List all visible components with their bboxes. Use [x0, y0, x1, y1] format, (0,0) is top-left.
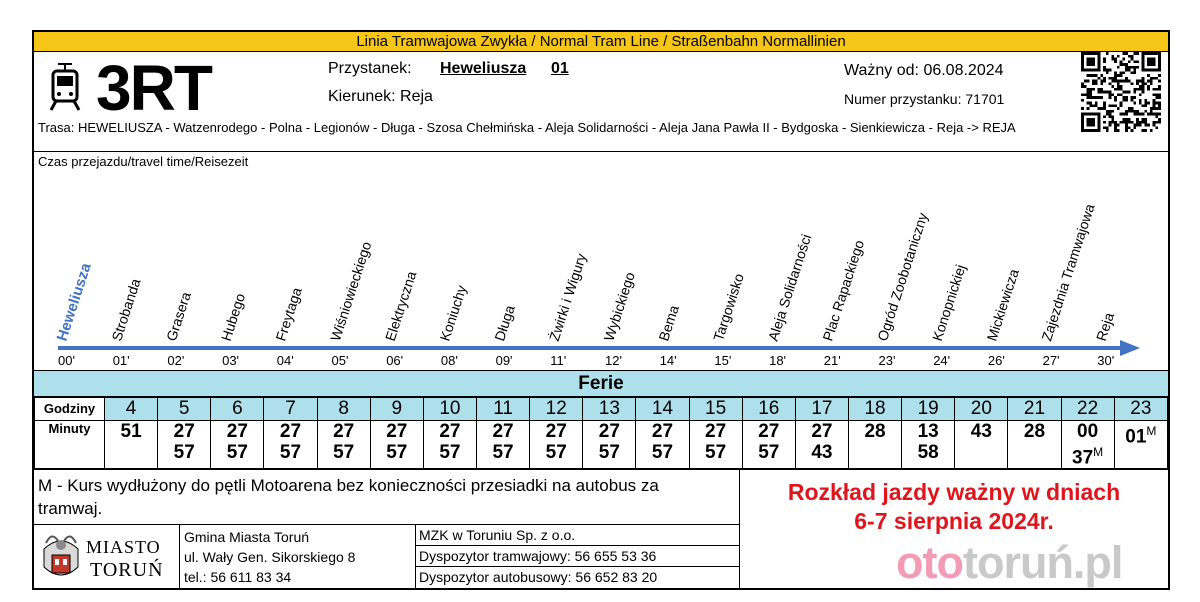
departure-minute: 57	[651, 442, 674, 463]
travel-time-label: 02'	[167, 353, 185, 368]
departure-minute: 57	[439, 442, 461, 463]
departure-minute: 43	[970, 421, 992, 442]
departure-minute: 27	[545, 421, 567, 442]
direction: Kierunek: Reja	[328, 88, 433, 105]
departure-minute: 57	[173, 442, 195, 463]
departure-minute: 27	[226, 421, 248, 442]
departure-minute: 57	[279, 442, 302, 463]
hour-cell: 19	[902, 398, 955, 421]
travel-time-label: 01'	[112, 353, 130, 368]
tram-icon	[48, 62, 82, 112]
travel-time-label: 03'	[222, 353, 240, 368]
stop-name-label: Ogród Zoobotaniczny	[874, 210, 931, 343]
departure-minute: 57	[598, 442, 620, 463]
minutes-cell	[530, 421, 583, 469]
departure-minute: 57	[226, 442, 248, 463]
departure-minute: 57	[758, 442, 780, 463]
departure-minute: $01^M$	[1125, 424, 1157, 448]
minutes-cell	[105, 421, 158, 469]
stop-name-label: Wiśniowieckiego	[327, 239, 375, 343]
departure-minute: 43	[811, 442, 833, 463]
stop-name-label: Konopnickiej	[928, 262, 969, 343]
hour-cell: 14	[636, 398, 689, 421]
hour-cell: 10	[423, 398, 476, 421]
validity-notice	[740, 478, 1168, 536]
hour-cell: 6	[211, 398, 264, 421]
stop-name-label: Freytaga	[272, 285, 305, 343]
watermark-part2: toruń.pl	[962, 537, 1123, 588]
minutes-cell	[211, 421, 264, 469]
stop-name-label: Strobanda	[108, 276, 144, 343]
bus-dispatcher-phone: Dyspozytor autobusowy: 56 652 83 20	[419, 569, 658, 585]
minutes-cell	[476, 421, 529, 469]
minutes-cell	[158, 421, 211, 469]
valid-from: Ważny od: 06.08.2024	[844, 62, 1004, 79]
departure-minute: 57	[492, 442, 514, 463]
minutes-cell	[689, 421, 742, 469]
minutes-cell	[795, 421, 848, 469]
travel-time-label: 24'	[933, 353, 951, 368]
departure-minute: 27	[386, 421, 408, 442]
stop-name-label: Heweliusza	[53, 261, 95, 344]
municipality-address: ul. Wały Gen. Sikorskiego 8	[184, 549, 356, 565]
departure-minute: 57	[333, 442, 355, 463]
travel-time-label: 23'	[878, 353, 896, 368]
minutes-cell	[955, 421, 1008, 469]
municipality-contact	[180, 524, 416, 589]
minutes-cell	[317, 421, 370, 469]
logo-text-line1: MIASTO	[86, 537, 161, 557]
travel-time-label: 00'	[58, 353, 75, 368]
departure-minute: $37^M$	[1072, 445, 1104, 469]
course-note: M - Kurs wydłużony do pętli Motoarena bez konieczności przesiadki na autobus za tramwaj.	[38, 476, 659, 518]
hour-cell: 23	[1114, 398, 1167, 421]
travel-time-label: 21'	[823, 353, 841, 368]
stop-name-label: Aleja Solidarności	[764, 232, 815, 343]
departure-minute: 27	[758, 421, 780, 442]
logo-text-line2: TORUŃ	[90, 559, 164, 581]
line-number: 3RT	[96, 52, 211, 124]
departure-minute: 00	[1077, 421, 1099, 442]
departure-minute: 28	[1023, 421, 1046, 442]
travel-time-label: 27'	[1042, 353, 1060, 368]
tram-dispatcher-phone: Dyspozytor tramwajowy: 56 655 53 36	[416, 546, 739, 567]
city-logo	[34, 524, 180, 589]
minutes-label: Minuty	[35, 421, 105, 469]
timetable-sheet	[32, 30, 1170, 590]
note-box	[34, 470, 740, 524]
stop-name-label: Żwirki i Wigury	[545, 251, 590, 343]
travel-time-label: 06'	[386, 353, 404, 368]
minutes-cell	[848, 421, 901, 469]
stop-name-label: Koniuchy	[436, 283, 470, 343]
hour-cell: 7	[264, 398, 317, 421]
minutes-row	[35, 421, 1168, 469]
departure-minute: 58	[917, 442, 939, 463]
stop-name: Heweliusza	[440, 60, 527, 77]
stop-name-label: Grasera	[163, 289, 194, 343]
minutes-cell	[1114, 421, 1167, 469]
stop-name-label: Długa	[491, 303, 518, 343]
municipality-name: Gmina Miasta Toruń	[184, 529, 310, 545]
municipality-phone: tel.: 56 611 83 34	[184, 569, 292, 585]
hours-label: Godziny	[35, 398, 105, 421]
hour-cell: 16	[742, 398, 795, 421]
travel-time-label: 30'	[1097, 353, 1115, 368]
line-type-banner: Linia Tramwajowa Zwykła / Normal Tram Line / Straßenbahn Normallinien	[34, 32, 1168, 52]
stop-label: Przystanek:	[328, 60, 412, 77]
hour-cell: 22	[1061, 398, 1114, 421]
minutes-cell	[1008, 421, 1061, 469]
stop-name-label: Mickiewicza	[983, 266, 1022, 343]
schedule-title: Ferie	[34, 370, 1168, 397]
watermark-logo	[896, 538, 1122, 588]
validity-notice-line2: 6-7 sierpnia 2024r.	[854, 508, 1054, 534]
departure-minute: 57	[705, 442, 727, 463]
hour-cell: 4	[105, 398, 158, 421]
hour-cell: 8	[317, 398, 370, 421]
departure-minute: 28	[864, 421, 886, 442]
stop-name-label: Bema	[655, 303, 682, 343]
departure-minute: 27	[333, 421, 355, 442]
travel-time-diagram	[34, 151, 1168, 370]
departure-table	[34, 397, 1168, 469]
departure-minute: 27	[173, 421, 195, 442]
travel-time-label: 05'	[331, 353, 349, 368]
hour-cell: 17	[795, 398, 848, 421]
stop-name-label: Elektryczna	[381, 269, 420, 343]
minutes-cell	[423, 421, 476, 469]
travel-time-label: 15'	[714, 353, 732, 368]
hour-cell: 5	[158, 398, 211, 421]
travel-time-label: 09'	[495, 353, 513, 368]
departure-minute: 57	[545, 442, 567, 463]
minutes-cell	[636, 421, 689, 469]
travel-time-label: 26'	[987, 353, 1005, 368]
minutes-cell	[1061, 421, 1114, 469]
hour-cell: 12	[530, 398, 583, 421]
travel-time-label: 11'	[550, 353, 567, 368]
departure-minute: 51	[120, 421, 142, 442]
watermark-part1: oto	[896, 537, 963, 588]
timetable-header	[34, 52, 1168, 149]
stop-name-label: Hubego	[217, 291, 249, 343]
stop-name-label: Wybickiego	[600, 270, 638, 343]
minutes-cell	[370, 421, 423, 469]
hour-cell: 18	[848, 398, 901, 421]
departure-minute: 57	[386, 442, 408, 463]
departure-minute: 13	[917, 421, 939, 442]
hours-row	[35, 398, 1168, 421]
departure-minute: 27	[279, 421, 302, 442]
travel-time-label: 04'	[276, 353, 294, 368]
minutes-cell	[583, 421, 636, 469]
departure-minute: 27	[439, 421, 461, 442]
validity-notice-line1: Rozkład jazdy ważny w dniach	[787, 479, 1121, 505]
minutes-cell	[264, 421, 317, 469]
stop-name-label: Zajezdnia Tramwajowa	[1038, 201, 1098, 343]
departure-minute: 27	[705, 421, 727, 442]
departure-minute: 27	[651, 421, 674, 442]
departure-minute: 27	[811, 421, 833, 442]
minutes-cell	[742, 421, 795, 469]
travel-time-label: 18'	[769, 353, 787, 368]
stop-number: Numer przystanku: 71701	[844, 91, 1005, 107]
course-mark: M	[1093, 445, 1104, 459]
hour-cell: 21	[1008, 398, 1061, 421]
stop-name-label: Targowisko	[710, 271, 747, 343]
hour-cell: 13	[583, 398, 636, 421]
stop-name-label: Reja	[1092, 310, 1118, 343]
stop-code: 01	[551, 60, 569, 77]
travel-time-label: 14'	[659, 353, 677, 368]
stop-name-label: Plac Rapackiego	[819, 238, 868, 343]
travel-time-label: Czas przejazdu/travel time/Reisezeit	[38, 154, 249, 169]
minutes-cell	[902, 421, 955, 469]
departure-minute: 27	[492, 421, 514, 442]
hour-cell: 20	[955, 398, 1008, 421]
hour-cell: 11	[476, 398, 529, 421]
departure-minute: 27	[598, 421, 620, 442]
hour-cell: 15	[689, 398, 742, 421]
operator-name: MZK w Toruniu Sp. z o.o.	[416, 525, 739, 546]
route-line-diagram	[34, 152, 1168, 370]
travel-time-label: 08'	[440, 353, 458, 368]
operator-contact	[416, 524, 740, 589]
qr-code[interactable]	[1078, 52, 1164, 132]
hour-cell: 9	[370, 398, 423, 421]
route-arrow-icon	[1120, 340, 1140, 356]
course-mark: M	[1146, 424, 1157, 438]
city-crest-icon	[40, 529, 82, 583]
travel-time-label: 12'	[605, 353, 622, 368]
route-description: Trasa: HEWELIUSZA - Watzenrodego - Polna - Legionów - Długa - Szosa Chełmińska - Aleja Solidarności - Aleja Jana Pawła II - Bydgoska - Sienkiewicza - Reja -> REJA	[38, 120, 1016, 135]
